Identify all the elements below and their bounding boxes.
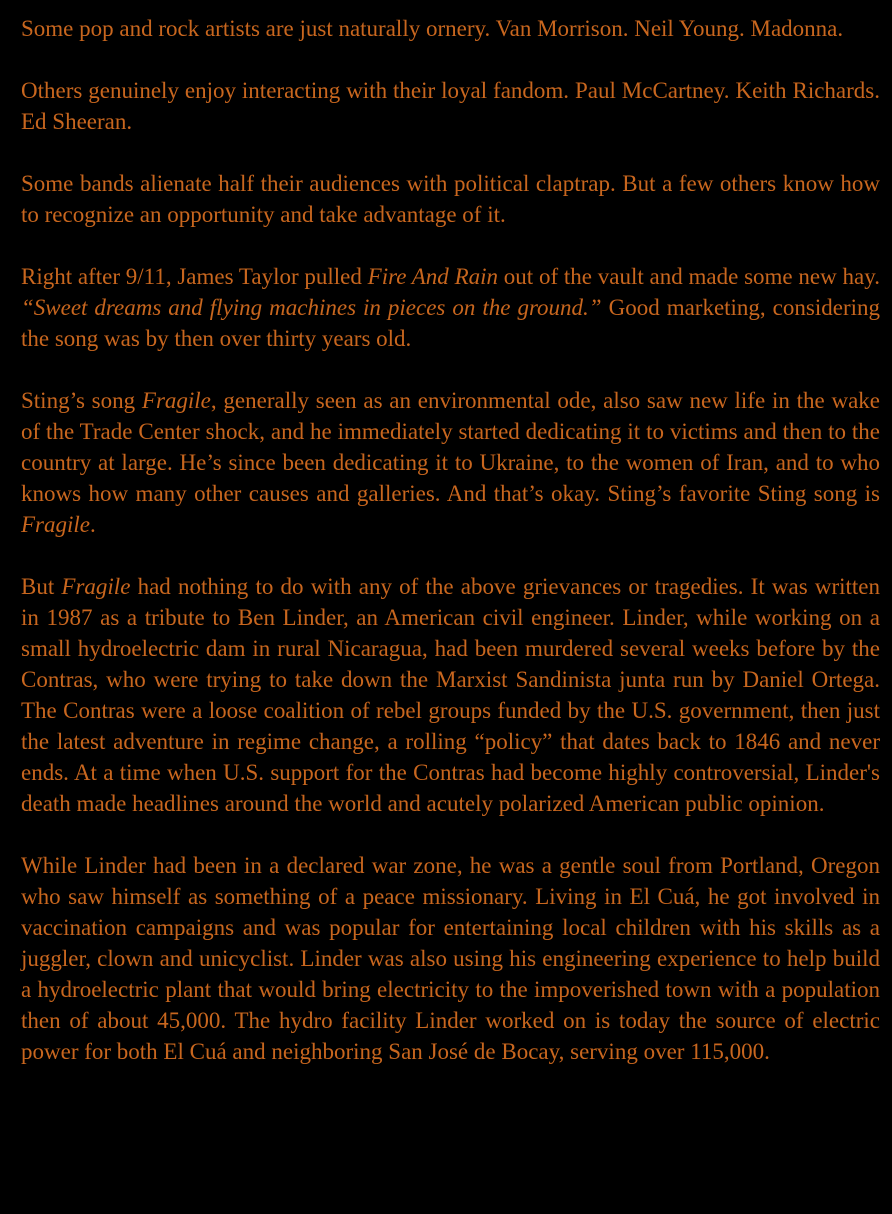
paragraph-text: out of the vault and made some new hay. [498,264,880,289]
paragraph-text: Others genuinely enjoy interacting with their loyal fandom. Paul McCartney. Keith Richards. Ed Sheeran. [21,78,880,134]
paragraph-text: had nothing to do with any of the above grievances or tragedies. It was written in 1987 as a tribute to Ben Linder, an American civil engineer. Linder, while working on a small hydroelectric dam in rural Nicaragua, had been murdered several weeks before by the Contras, who were trying to take down the Marxist Sandinista junta run by Daniel Ortega. The Contras were a loose coalition of rebel groups funded by the U.S. government, then just the latest adventure in regime change, a rolling “policy” that dates back to 1846 and never ends. At a time when U.S. support for the Contras had become highly controversial, Linder's death made headlines around the world and acutely polarized American public opinion. [21,574,880,816]
paragraph-linder-portland [21,850,880,1067]
paragraph-loyal-fandom [21,75,880,137]
song-title: Fragile [141,388,211,413]
paragraph-sting-fragile [21,385,880,540]
paragraph-text: Some pop and rock artists are just naturally ornery. Van Morrison. Neil Young. Madonna. [21,16,844,41]
paragraph-text: Some bands alienate half their audiences with political claptrap. But a few others know how to recognize an opportunity and take advantage of it. [21,171,880,227]
paragraph-james-taylor [21,261,880,354]
paragraph-ornery-artists [21,13,880,44]
paragraph-ben-linder-tribute [21,571,880,819]
article-body [21,13,880,1067]
song-title: Fragile [21,512,90,537]
paragraph-text: Sting’s song [21,388,142,413]
paragraph-text: , generally seen as an environmental ode, also saw new life in the wake of the Trade Center shock, and he immediately started dedicating it to victims and then to the country at large. He’s since been dedicating it to Ukraine, to the women of Iran, and to who knows how many other causes and galleries. And that’s okay. Sting’s favorite Sting song is [21,388,881,506]
paragraph-text: Right after 9/11, James Taylor pulled [21,264,368,289]
paragraph-text: While Linder had been in a declared war zone, he was a gentle soul from Portland, Oregon who saw himself as something of a peace missionary. Living in El Cuá, he got involved in vaccination campaigns and was popular for entertaining local children with his skills as a juggler, clown and unicyclist. Linder was also using his engineering experience to help build a hydroelectric plant that would bring electricity to the impoverished town with a population then of about 45,000. The hydro facility Linder worked on is today the source of electric power for both El Cuá and neighboring San José de Bocay, serving over 115,000. [21,853,880,1064]
song-title: Fragile [61,574,131,599]
paragraph-text: But [21,574,62,599]
lyric-quote: “Sweet dreams and flying machines in pieces on the ground.” [21,295,602,320]
paragraph-political-claptrap [21,168,880,230]
song-title: Fire And Rain [367,264,499,289]
paragraph-text: Good marketing, considering the song was by then over thirty years old. [21,295,880,351]
paragraph-text: . [90,512,96,537]
